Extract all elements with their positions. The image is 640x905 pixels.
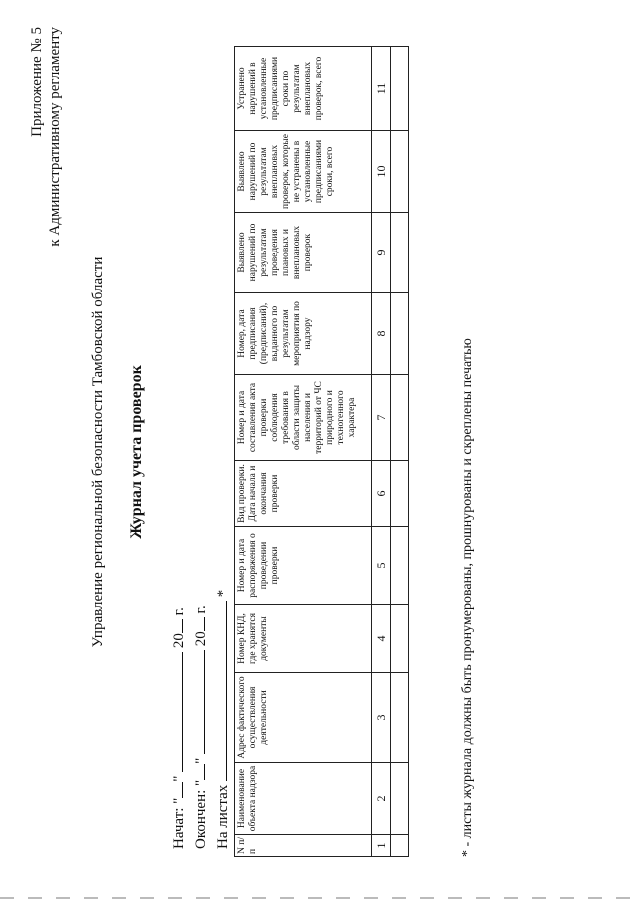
empty-cell <box>391 527 409 605</box>
number-cell: 8 <box>372 293 391 375</box>
header-cell: Номер и дата распоряжения о проведении проверки <box>235 527 372 605</box>
empty-cell <box>391 131 409 213</box>
empty-cell <box>391 763 409 835</box>
rotated-content <box>20 7 620 897</box>
number-cell: 6 <box>372 461 391 527</box>
appendix-reference: к Административному регламенту <box>47 27 63 247</box>
started-line <box>168 590 190 849</box>
header-cell: Номер КНД, где хранятся документы <box>235 605 372 673</box>
header-cell: Адрес фактического осуществления деятельности <box>235 673 372 763</box>
inspections-table <box>234 46 409 857</box>
appendix-number: Приложение № 5 <box>29 27 45 137</box>
number-cell: 10 <box>372 131 391 213</box>
header-cell: Вид проверки. Дата начала и окончания проверки <box>235 461 372 527</box>
header-cell: N п/ п <box>235 835 372 857</box>
started-year-blank <box>168 619 183 633</box>
started-label: Начат: " <box>171 797 187 849</box>
number-cell: 3 <box>372 673 391 763</box>
header-cell: Выявлено нарушений по результатам внеплановых проверок, которые не устранены в установленные предписаниями сроки, всего <box>235 131 372 213</box>
header-cell: Устранено нарушений в установленные предписаниями сроки по результатам внеплановых проверок, всего <box>235 47 372 131</box>
started-mid: " <box>171 775 187 782</box>
empty-cell <box>391 375 409 461</box>
empty-cell <box>391 293 409 375</box>
finished-day-blank <box>190 764 205 780</box>
header-cell: Наименование объекта надзора <box>235 763 372 835</box>
empty-cell <box>391 213 409 293</box>
finished-line <box>190 590 212 849</box>
sheets-blank <box>212 601 227 781</box>
empty-cell <box>391 673 409 763</box>
table-header-row <box>235 47 372 857</box>
table-number-row <box>372 47 391 857</box>
finished-mid: " <box>193 757 209 764</box>
header-cell: Номер и дата составления акта проверки соблюдения требования в области защиты населения и территорий от ЧС природного и техногенного характера <box>235 375 372 461</box>
header-cell: Номер, дата предписания (предписаний), выданного по результатам мероприятия по надзору <box>235 293 372 375</box>
started-suffix: г. <box>171 607 187 616</box>
journal-meta <box>168 590 234 849</box>
empty-cell <box>391 605 409 673</box>
empty-cell <box>391 47 409 131</box>
number-cell: 1 <box>372 835 391 857</box>
number-cell: 2 <box>372 763 391 835</box>
scan-edge-artifact <box>0 897 640 899</box>
agency-name: Управление региональной безопасности Тамбовской области <box>90 256 106 648</box>
journal-title: Журнал учета проверок <box>128 365 145 539</box>
finished-suffix: г. <box>193 605 209 614</box>
number-cell: 4 <box>372 605 391 673</box>
sheets-line <box>212 590 234 849</box>
empty-cell <box>391 461 409 527</box>
started-month-blank <box>168 652 183 772</box>
started-year: 20 <box>171 633 187 649</box>
finished-year: 20 <box>193 631 209 647</box>
number-cell: 9 <box>372 213 391 293</box>
started-day-blank <box>168 782 183 798</box>
header-cell: Выявлено нарушений по результатам проведения плановых и внеплановых проверок <box>235 213 372 293</box>
finished-year-blank <box>190 617 205 631</box>
table-empty-row <box>391 47 409 857</box>
number-cell: 7 <box>372 375 391 461</box>
footnote: * - листы журнала должны быть пронумерованы, прошнурованы и скреплены печатью <box>460 338 475 857</box>
finished-month-blank <box>190 650 205 754</box>
number-cell: 11 <box>372 47 391 131</box>
finished-label: Окончен: " <box>193 779 209 849</box>
sheets-mark: * <box>215 589 231 598</box>
sheets-label: На листах <box>215 784 231 849</box>
empty-cell <box>391 835 409 857</box>
appendix-note <box>28 27 64 247</box>
number-cell: 5 <box>372 527 391 605</box>
